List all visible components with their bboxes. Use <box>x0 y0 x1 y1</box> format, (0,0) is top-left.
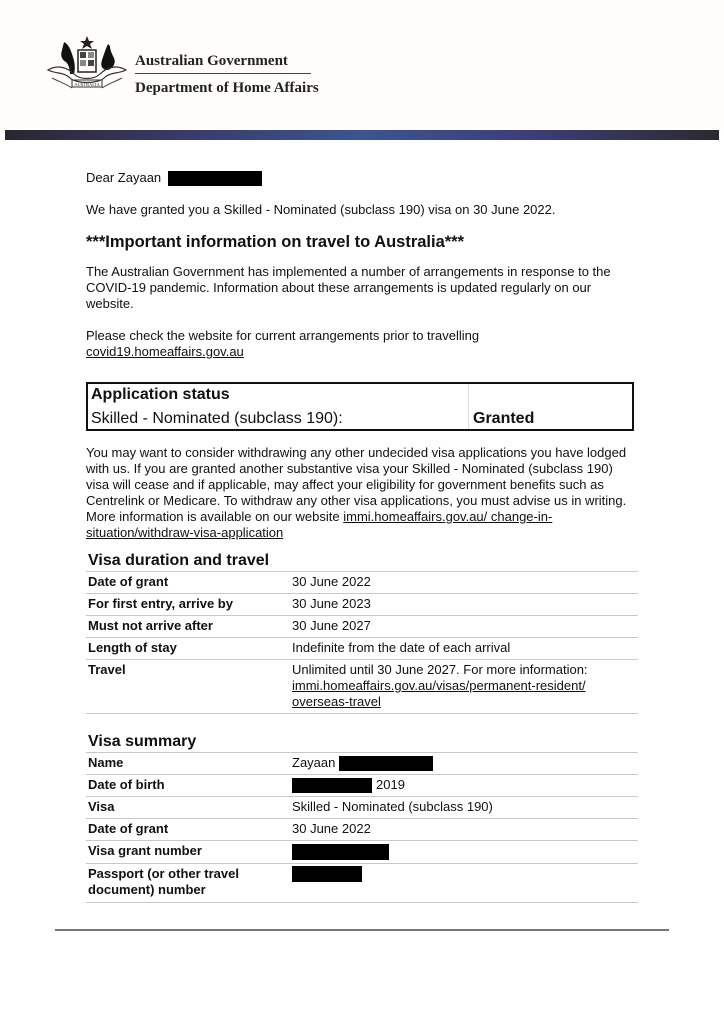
table-row: Name Zayaan <box>86 753 638 775</box>
visa-duration-title: Visa duration and travel <box>88 552 270 570</box>
table-row: Passport (or other travel document) number <box>86 863 638 902</box>
footer-divider <box>55 929 669 931</box>
application-status-visa: Skilled - Nominated (subclass 190): <box>91 410 343 428</box>
withdraw-paragraph: You may want to consider withdrawing any other undecided visa applications you have lodged with us. If you are granted another substantive visa your Skilled - Nominated (subclass 190) visa will cease and if applicable, may affect your eligibility for government benefits such as Centrelink or Medicare. To withdraw any other visa applications, you must advise us in writing. More information is available on our website immi.homeaffairs.gov.au/ change-in-situation/withdraw-visa-application <box>86 445 627 541</box>
application-status-title: Application status <box>91 386 230 404</box>
redacted-surname <box>168 171 262 186</box>
covid-paragraph: The Australian Government has implemented a number of arrangements in response to the COVID-19 pandemic. Information about these arrangements is updated regularly on our website. <box>86 264 611 312</box>
covid-link[interactable]: covid19.homeaffairs.gov.au <box>86 344 244 360</box>
redacted-surname <box>339 756 433 771</box>
table-row: Date of grant 30 June 2022 <box>86 572 638 594</box>
redacted-grant-number <box>292 844 389 860</box>
overseas-travel-link[interactable]: immi.homeaffairs.gov.au/visas/permanent-resident/ overseas-travel <box>292 678 586 710</box>
redacted-birth-date <box>292 778 372 793</box>
withdraw-link[interactable]: immi.homeaffairs.gov.au/ change-in-situation/withdraw-visa-application <box>86 509 553 541</box>
visa-summary-table <box>86 752 638 903</box>
australian-coat-of-arms-icon <box>44 34 130 98</box>
table-row: Visa Skilled - Nominated (subclass 190) <box>86 797 638 819</box>
table-row: Date of birth 2019 <box>86 775 638 797</box>
status-badge: Granted <box>473 410 535 428</box>
salutation: Dear Zayaan <box>86 170 638 186</box>
agency-name <box>135 52 319 97</box>
visa-duration-table <box>86 571 638 714</box>
letterhead <box>0 0 724 130</box>
grant-sentence: We have granted you a Skilled - Nominated (subclass 190) visa on 30 June 2022. <box>86 202 556 218</box>
department-name: Department of Home Affairs <box>135 80 319 96</box>
agency-divider <box>135 73 311 74</box>
header-band <box>5 130 719 140</box>
table-row: Date of grant 30 June 2022 <box>86 819 638 841</box>
table-row: Must not arrive after 30 June 2027 <box>86 616 638 638</box>
table-row: Length of stay Indefinite from the date of each arrival <box>86 638 638 660</box>
important-heading: ***Important information on travel to Australia*** <box>86 233 465 252</box>
status-divider <box>468 384 469 429</box>
application-status-box <box>86 382 634 431</box>
table-row: Visa grant number <box>86 841 638 864</box>
government-name: Australian Government <box>135 53 288 69</box>
letter-body <box>86 170 638 903</box>
table-row: For first entry, arrive by 30 June 2023 <box>86 594 638 616</box>
svg-text:AUSTRALIA: AUSTRALIA <box>74 82 100 87</box>
check-website-text: Please check the website for current arrangements prior to travelling <box>86 328 480 344</box>
visa-summary-title: Visa summary <box>88 733 197 751</box>
redacted-passport-number <box>292 866 362 882</box>
table-row: Travel Unlimited until 30 June 2027. For more information: immi.homeaffairs.gov.au/visas/permanent-resident/ overseas-travel <box>86 660 638 714</box>
